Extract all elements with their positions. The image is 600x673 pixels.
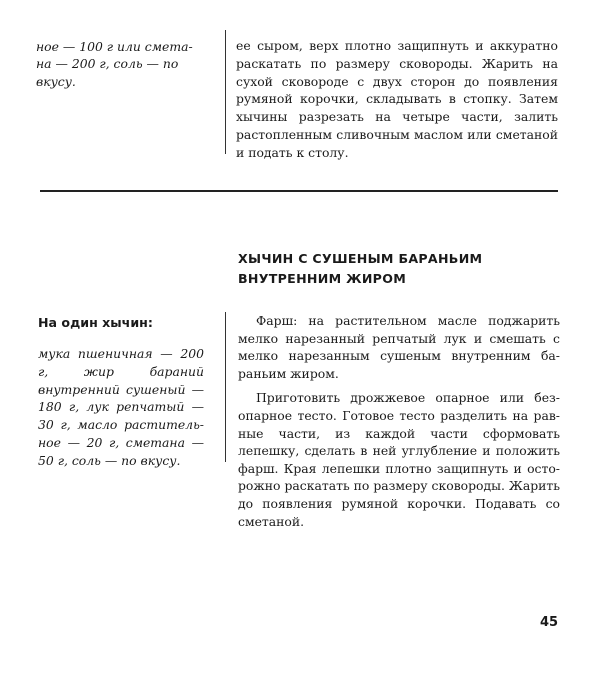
section-rule [40, 190, 558, 192]
ingredients-heading: На один хычин: [38, 315, 153, 330]
recipe-title: ХЫЧИН С СУШЕНЫМ БАРАНЬИМ ВНУТРЕННИМ ЖИРОМ [238, 251, 483, 286]
method-paragraph: ее сыром, верх плотно защипнуть и аккуратно раскатать по размеру сковороды. Жарить на сухой сковороде с двух сторон до появления румяной корочки, складывать в стопку. Затем хычины разрезать на четыре части, залить растопленным сливочным маслом или сметаной и подать к столу. [236, 38, 558, 160]
recipe-method [238, 312, 560, 530]
column-divider [225, 30, 226, 154]
method-paragraph: Фарш: на растительном масле поджарить мелко нарезанный репчатый лук и смешать с мелко нарезанным сушеным внутренним ба-раньим жиром. [238, 313, 560, 381]
previous-recipe-ingredients: ное — 100 г или смета-на — 200 г, соль — по вкусу. [36, 39, 193, 89]
method-paragraph: Приготовить дрожжевое опарное или без-опарное тесто. Готовое тесто разделить на рав-ные части, из каждой части сформовать лепешку, сделать в ней углубление и положить фарш. Края лепешки плотно защипнуть и осто-рожно раскатать по размеру сковороды. Жарить до появления румяной корочки. Подавать со сметаной. [238, 390, 560, 529]
column-divider [225, 312, 226, 462]
ingredients-list: мука пшеничная — 200 г, жир бараний внутренний сушеный — 180 г, лук репчатый — 30 г, масло раститель-ное — 20 г, сметана — 50 г, соль — по вкусу. [38, 346, 204, 468]
previous-recipe-method [236, 37, 558, 162]
page-number: 45 [540, 615, 559, 630]
